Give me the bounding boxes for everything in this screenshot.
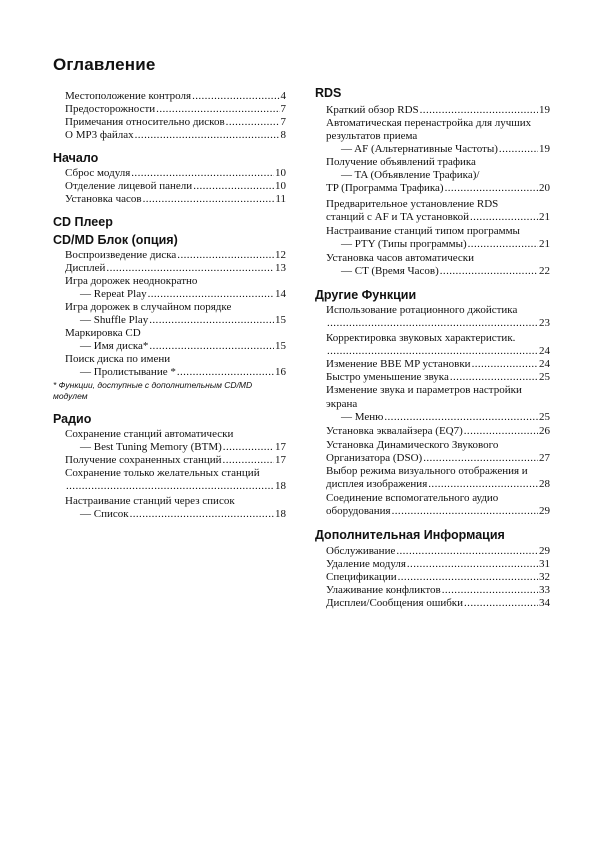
toc-entry[interactable] <box>80 508 286 522</box>
page-number: 25 <box>539 371 550 383</box>
page-number: 10 <box>275 167 286 179</box>
leader-dots <box>428 478 538 492</box>
section-heading-extra: Дополнительная Информация <box>315 528 505 542</box>
entry-label: Предосторожности <box>65 103 156 115</box>
leader-dots <box>450 371 538 385</box>
toc-entry[interactable] <box>65 454 286 468</box>
toc-entry[interactable] <box>326 371 550 385</box>
page-number: 21 <box>539 211 550 223</box>
section-heading-radio: Радио <box>53 412 92 426</box>
page-number: 15 <box>275 314 286 326</box>
leader-dots <box>440 265 538 279</box>
entry-title-line: Сохранение станций автоматически <box>65 428 234 440</box>
leader-dots <box>135 129 280 143</box>
leader-dots <box>445 182 538 196</box>
entry-label: Примечания относительно дисков <box>65 116 225 128</box>
entry-label: — Меню <box>341 411 384 423</box>
entry-title-line: Установка часов автоматически <box>326 252 475 264</box>
entry-label: Изменение BBE MP установки <box>326 358 471 370</box>
page-number: 29 <box>539 505 550 517</box>
page-number: 21 <box>539 238 550 250</box>
entry-label: оборудования <box>326 505 391 517</box>
entry-label: Сброс модуля <box>65 167 131 179</box>
page-number: 32 <box>539 571 550 583</box>
leader-dots <box>177 366 274 380</box>
page-number: 4 <box>280 90 286 102</box>
toc-entry[interactable] <box>326 505 550 519</box>
entry-label: Быстро уменьшение звука <box>326 371 449 383</box>
toc-entry[interactable] <box>65 129 286 143</box>
entry-title-line: Корректировка звуковых характеристик. <box>326 332 516 344</box>
page-number: 11 <box>275 193 286 205</box>
leader-dots <box>392 505 538 519</box>
entry-title-line: Сохранение только желательных станций <box>65 467 260 479</box>
page-number: 24 <box>539 358 550 370</box>
toc-entry[interactable] <box>326 345 550 359</box>
toc-entry[interactable] <box>341 143 550 157</box>
toc-entry[interactable] <box>80 441 286 455</box>
leader-dots <box>420 104 538 118</box>
entry-title-line: Маркировка CD <box>65 327 141 339</box>
leader-dots <box>384 411 538 425</box>
toc-entry[interactable] <box>65 262 286 276</box>
page-number: 12 <box>275 249 286 261</box>
toc-entry[interactable] <box>80 314 286 328</box>
entry-label: Улаживание конфликтов <box>326 584 441 596</box>
page-number: 23 <box>539 317 550 329</box>
entry-title-line: Выбор режима визуального отображения и <box>326 465 528 477</box>
page-number: 25 <box>539 411 550 423</box>
toc-entry[interactable] <box>341 411 550 425</box>
leader-dots <box>131 167 274 181</box>
entry-title-line: Поиск диска по имени <box>65 353 171 365</box>
toc-entry[interactable] <box>80 288 286 302</box>
section-heading-cd-md: CD/MD Блок (опция) <box>53 233 178 247</box>
entry-title-line: Настраивание станций типом программы <box>326 225 520 237</box>
entry-label: О MP3 файлах <box>65 129 134 141</box>
toc-entry[interactable] <box>326 558 550 572</box>
entry-label: — Repeat Play <box>80 288 147 300</box>
toc-entry[interactable] <box>65 103 286 117</box>
toc-entry[interactable] <box>326 425 550 439</box>
leader-dots <box>472 358 538 372</box>
page-number: 26 <box>539 425 550 437</box>
page-number: 17 <box>275 454 286 466</box>
leader-dots <box>149 314 274 328</box>
toc-entry[interactable] <box>326 182 550 196</box>
footnote: модулем <box>53 391 88 401</box>
page-number: 14 <box>275 288 286 300</box>
leader-dots <box>143 193 275 207</box>
entry-label: — Список <box>80 508 129 520</box>
page-number: 31 <box>539 558 550 570</box>
section-heading-start: Начало <box>53 151 99 165</box>
entry-label: станций с AF и TA установкой <box>326 211 469 223</box>
entry-title-line: Автоматическая перенастройка для лучших <box>326 117 532 129</box>
leader-dots <box>407 558 538 572</box>
entry-label: Дисплей <box>65 262 106 274</box>
leader-dots <box>464 597 538 611</box>
page-number: 19 <box>539 143 550 155</box>
page-number: 16 <box>275 366 286 378</box>
toc-entry[interactable] <box>326 478 550 492</box>
entry-title-line: Изменение звука и параметров настройки <box>326 384 522 396</box>
page-number: 7 <box>280 103 286 115</box>
leader-dots <box>442 584 538 598</box>
footnote: * Функции, доступные с дополнительным CD/MD <box>53 380 253 390</box>
entry-label: Организатора (DSO) <box>326 452 423 464</box>
page-number: 15 <box>275 340 286 352</box>
page-number: 18 <box>275 480 286 492</box>
page-number: 7 <box>280 116 286 128</box>
toc-entry[interactable] <box>65 480 286 494</box>
entry-label: Установка часов <box>65 193 142 205</box>
entry-title-line: Получение объявлений трафика <box>326 156 476 168</box>
toc-entry[interactable] <box>326 584 550 598</box>
section-heading-cd: CD Плеер <box>53 215 113 229</box>
entry-label: TP (Программа Трафика) <box>326 182 444 194</box>
toc-entry[interactable] <box>341 265 550 279</box>
entry-label: Отделение лицевой панели <box>65 180 193 192</box>
entry-label: Установка эквалайзера (EQ7) <box>326 425 463 437</box>
leader-dots <box>149 340 274 354</box>
toc-entry[interactable] <box>80 366 286 380</box>
entry-label: Дисплеи/Сообщения ошибки <box>326 597 464 609</box>
entry-title-line: — TA (Объявление Трафика)/ <box>341 169 480 181</box>
toc-entry[interactable] <box>65 249 286 263</box>
entry-label: — Пролистывание * <box>80 366 176 378</box>
leader-dots <box>66 480 274 494</box>
page-number: 18 <box>275 508 286 520</box>
toc-entry[interactable] <box>326 317 550 331</box>
leader-dots <box>499 143 538 157</box>
toc-entry[interactable] <box>80 340 286 354</box>
leader-dots <box>223 454 274 468</box>
toc-entry[interactable] <box>65 116 286 130</box>
leader-dots <box>396 545 538 559</box>
leader-dots <box>470 211 538 225</box>
leader-dots <box>226 116 280 130</box>
toc-entry[interactable] <box>326 104 550 118</box>
entry-label: — Shuffle Play <box>80 314 149 326</box>
leader-dots <box>327 317 538 331</box>
leader-dots <box>193 180 274 194</box>
leader-dots <box>148 288 274 302</box>
entry-title-line: Использование ротационного джойстика <box>326 304 518 316</box>
leader-dots <box>223 441 274 455</box>
leader-dots <box>177 249 274 263</box>
section-heading-rds: RDS <box>315 86 342 100</box>
toc-entry[interactable] <box>326 358 550 372</box>
toc-entry[interactable] <box>326 452 550 466</box>
entry-label: Местоположение контроля <box>65 90 192 102</box>
entry-title-line: экрана <box>326 398 358 410</box>
toc-entry[interactable] <box>341 238 550 252</box>
page-number: 10 <box>275 180 286 192</box>
toc-entry[interactable] <box>326 545 550 559</box>
page-number: 27 <box>539 452 550 464</box>
entry-label: — Имя диска* <box>80 340 149 352</box>
leader-dots <box>327 345 538 359</box>
entry-label: дисплея изображения <box>326 478 428 490</box>
entry-title-line: Игра дорожек в случайном порядке <box>65 301 232 313</box>
entry-label: — CT (Время Часов) <box>341 265 439 277</box>
toc-entry[interactable] <box>65 180 286 194</box>
entry-label: Обслуживание <box>326 545 396 557</box>
leader-dots <box>130 508 274 522</box>
entry-title-line: Игра дорожек неоднократно <box>65 275 198 287</box>
entry-label: Воспроизведение диска <box>65 249 177 261</box>
leader-dots <box>423 452 538 466</box>
leader-dots <box>398 571 538 585</box>
leader-dots <box>106 262 274 276</box>
toc-entry[interactable] <box>326 211 550 225</box>
page-title: Оглавление <box>53 55 156 74</box>
page-number: 13 <box>275 262 286 274</box>
page-number: 17 <box>275 441 286 453</box>
entry-label: — PTY (Типы программы) <box>341 238 467 250</box>
toc-entry[interactable] <box>326 571 550 585</box>
toc-entry[interactable] <box>326 597 550 611</box>
toc-entry[interactable] <box>65 193 286 207</box>
page-number: 34 <box>539 597 550 609</box>
entry-label: — AF (Альтернативные Частоты) <box>341 143 498 155</box>
entry-label: — Best Tuning Memory (BTM) <box>80 441 222 453</box>
page-number: 28 <box>539 478 550 490</box>
section-heading-other: Другие Функции <box>315 288 417 302</box>
page-number: 33 <box>539 584 550 596</box>
page-number: 24 <box>539 345 550 357</box>
leader-dots <box>464 425 538 439</box>
entry-title-line: Соединение вспомогательного аудио <box>326 492 499 504</box>
entry-title-line: Предварительное установление RDS <box>326 198 499 210</box>
page-number: 29 <box>539 545 550 557</box>
page-number: 19 <box>539 104 550 116</box>
page-number: 8 <box>280 129 286 141</box>
page-number: 22 <box>539 265 550 277</box>
entry-label: Получение сохраненных станций <box>65 454 222 466</box>
entry-label: Краткий обзор RDS <box>326 104 419 116</box>
toc-entry[interactable] <box>65 167 286 181</box>
leader-dots <box>468 238 538 252</box>
entry-title-line: Настраивание станций через список <box>65 495 235 507</box>
toc-entry[interactable] <box>65 90 286 104</box>
entry-title-line: результатов приема <box>326 130 418 142</box>
page-number: 20 <box>539 182 550 194</box>
leader-dots <box>192 90 279 104</box>
entry-title-line: Установка Динамического Звукового <box>326 439 499 451</box>
leader-dots <box>156 103 279 117</box>
entry-label: Удаление модуля <box>326 558 406 570</box>
entry-label: Спецификации <box>326 571 397 583</box>
